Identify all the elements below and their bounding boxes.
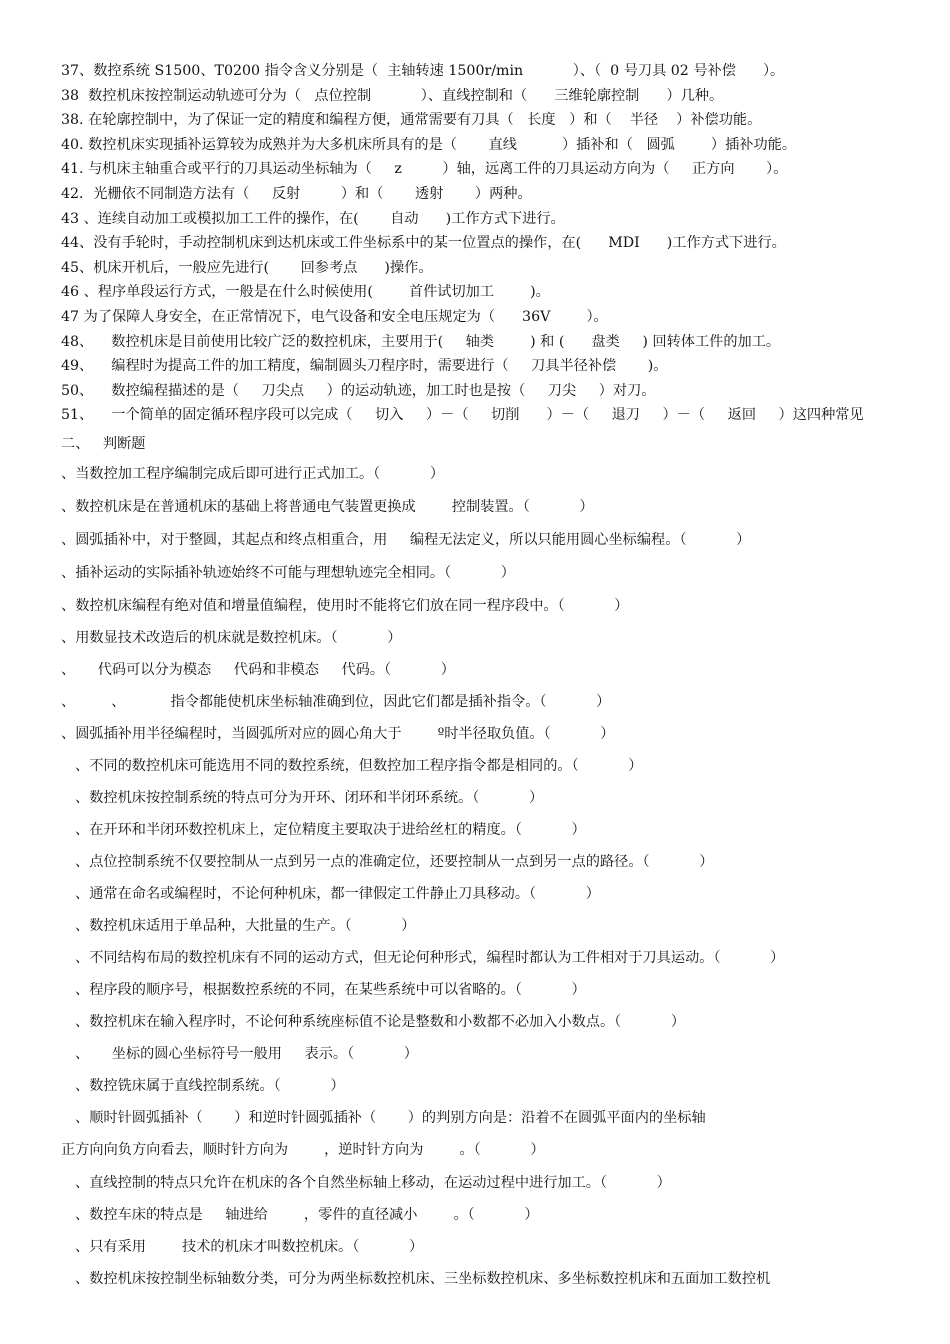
judgment-question: 、数控机床按控制系统的特点可分为开环、闭环和半闭环系统。（ ） bbox=[75, 790, 544, 806]
fill-in-question: 41. 与机床主轴重合或平行的刀具运动坐标轴为（ z ）轴，远离工件的刀具运动方向为（ 正方向 ）。 bbox=[61, 161, 788, 177]
judgment-question: 正方向向负方向看去，顺时针方向为 ，逆时针方向为 。（ ） bbox=[61, 1142, 545, 1158]
fill-in-question: 49、 编程时为提高工件的加工精度，编制圆头刀程序时，需要进行（ 刀具半径补偿 )。 bbox=[61, 358, 668, 374]
judgment-question: 、 、 指令都能使机床坐标轴准确到位，因此它们都是插补指令。（ ） bbox=[61, 694, 611, 710]
judgment-question: 、在开环和半闭环数控机床上，定位精度主要取决于进给丝杠的精度。（ ） bbox=[75, 822, 586, 838]
judgment-question: 、用数显技术改造后的机床就是数控机床。（ ） bbox=[61, 630, 402, 646]
fill-in-question: 51、 一个简单的固定循环程序段可以完成（ 切入 ）－（ 切削 ）－（ 退刀 ）－（ 返回 ）这四种常见 bbox=[61, 407, 864, 423]
judgment-question: 、圆弧插补中，对于整圆，其起点和终点相重合，用 编程无法定义，所以只能用圆心坐标编程。（ ） bbox=[61, 532, 751, 548]
fill-in-question: 38 数控机床按控制运动轨迹可分为（ 点位控制 ）、直线控制和（ 三维轮廓控制 ）几种。 bbox=[61, 88, 724, 104]
judgment-question: 、 坐标的圆心坐标符号一般用 表示。（ ） bbox=[75, 1046, 418, 1062]
judgment-question: 、数控车床的特点是 轴进给 ，零件的直径减小 。（ ） bbox=[75, 1207, 539, 1223]
judgment-question: 、直线控制的特点只允许在机床的各个自然坐标轴上移动，在运动过程中进行加工。（ ） bbox=[75, 1175, 671, 1191]
section-title: 二、 判断题 bbox=[61, 436, 146, 452]
fill-in-question: 42．光栅依不同制造方法有（ 反射 ）和（ 透射 ）两种。 bbox=[61, 186, 532, 202]
fill-in-question: 47 为了保障人身安全，在正常情况下，电气设备和安全电压规定为（ 36V ）。 bbox=[61, 309, 608, 325]
fill-in-question: 37、数控系统 S1500、T0200 指令含义分别是（ 主轴转速 1500r/min ）、（ 0 号刀具 02 号补偿 ）。 bbox=[61, 63, 785, 79]
judgment-question: 、数控铣床属于直线控制系统。（ ） bbox=[75, 1078, 345, 1094]
fill-in-question: 40. 数控机床实现插补运算较为成熟并为大多机床所具有的是（ 直线 ）插补和（ 圆弧 ）插补功能。 bbox=[61, 137, 797, 153]
judgment-question: 、不同结构布局的数控机床有不同的运动方式，但无论何种形式，编程时都认为工件相对于刀具运动。（ ） bbox=[75, 950, 785, 966]
fill-in-question: 45、机床开机后，一般应先进行( 回参考点 )操作。 bbox=[61, 260, 433, 276]
judgment-question: 、程序段的顺序号，根据数控系统的不同，在某些系统中可以省略的。（ ） bbox=[75, 982, 586, 998]
fill-in-question: 38. 在轮廓控制中，为了保证一定的精度和编程方便，通常需要有刀具（ 长度 ）和（ 半径 ）补偿功能。 bbox=[61, 112, 762, 128]
judgment-question: 、只有采用 技术的机床才叫数控机床。（ ） bbox=[75, 1239, 424, 1255]
judgment-question: 、当数控加工程序编制完成后即可进行正式加工。（ ） bbox=[61, 466, 445, 482]
judgment-question: 、点位控制系统不仅要控制从一点到另一点的准确定位，还要控制从一点到另一点的路径。（ ） bbox=[75, 854, 714, 870]
judgment-question: 、数控机床编程有绝对值和增量值编程，使用时不能将它们放在同一程序段中。（ ） bbox=[61, 598, 629, 614]
judgment-question: 、不同的数控机床可能选用不同的数控系统，但数控加工程序指令都是相同的。（ ） bbox=[75, 758, 643, 774]
judgment-question: 、数控机床适用于单品种，大批量的生产。（ ） bbox=[75, 918, 416, 934]
judgment-question: 、数控机床是在普通机床的基础上将普通电气装置更换成 控制装置。（ ） bbox=[61, 499, 594, 515]
fill-in-question: 48、 数控机床是目前使用比较广泛的数控机床，主要用于( 轴类 ) 和 ( 盘类 ) 回转体工件的加工。 bbox=[61, 334, 781, 350]
judgment-question: 、数控机床按控制坐标轴数分类，可分为两坐标数控机床、三坐标数控机床、多坐标数控机床和五面加工数控机 bbox=[75, 1271, 771, 1287]
fill-in-question: 50、 数控编程描述的是（ 刀尖点 ）的运动轨迹，加工时也是按（ 刀尖 ）对刀。 bbox=[61, 383, 656, 399]
judgment-question: 、圆弧插补用半径编程时，当圆弧所对应的圆心角大于 º时半径取负值。（ ） bbox=[61, 726, 615, 742]
judgment-question: 、顺时针圆弧插补（ ）和逆时针圆弧插补（ ）的判别方向是：沿着不在圆弧平面内的坐标轴 bbox=[75, 1110, 706, 1126]
judgment-question: 、插补运动的实际插补轨迹始终不可能与理想轨迹完全相同。（ ） bbox=[61, 565, 515, 581]
fill-in-question: 44、没有手轮时，手动控制机床到达机床或工件坐标系中的某一位置点的操作，在( MDI )工作方式下进行。 bbox=[61, 235, 786, 251]
judgment-question: 、数控机床在输入程序时，不论何种系统座标值不论是整数和小数都不必加入小数点。（ ） bbox=[75, 1014, 686, 1030]
fill-in-question: 43 、连续自动加工或模拟加工工件的操作，在( 自动 )工作方式下进行。 bbox=[61, 211, 565, 227]
judgment-question: 、通常在命名或编程时，不论何种机床，都一律假定工件静止刀具移动。（ ） bbox=[75, 886, 600, 902]
judgment-question: 、 代码可以分为模态 代码和非模态 代码。（ ） bbox=[61, 662, 455, 678]
fill-in-question: 46 、程序单段运行方式，一般是在什么时候使用( 首件试切加工 )。 bbox=[61, 284, 550, 300]
